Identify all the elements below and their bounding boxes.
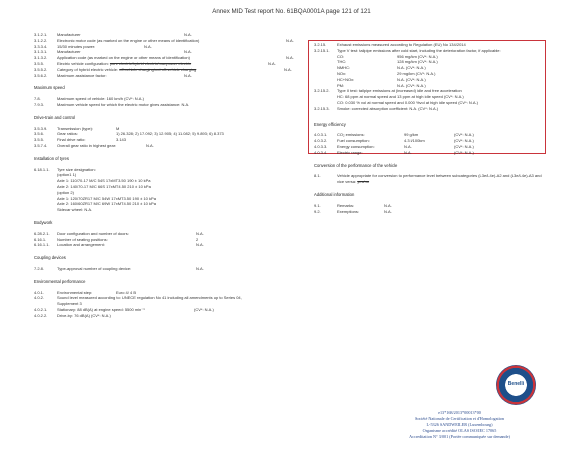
spec-row: 3.1.2.1. Manufacturer N.A. xyxy=(34,32,192,37)
right-column xyxy=(314,42,554,214)
spec-row: CO: 0.030 % vol at normal speed and 0.000 %vol at high idle speed (CV*: N.A.) xyxy=(337,99,478,105)
spec-row: 6.18.1.1. Tyre size designation: xyxy=(34,166,96,172)
spec-row: 4.0.3.4. Electric range: N.A. (CV*: N.A.) xyxy=(314,149,474,155)
stamp-line: L-5326 SANDWEILER (Luxembourg) xyxy=(426,422,493,427)
section-title-additional: Additional information xyxy=(314,191,355,197)
spec-row: 3.5.3.9. Transmission (type): M xyxy=(34,125,120,131)
spec-row: 6.16.1.1. Location and arrangement: N.A. xyxy=(34,242,204,248)
tyre-line: (option1 1) xyxy=(57,172,77,178)
spec-row: 6.16.1. Number of seating positions: 2 xyxy=(34,236,199,242)
emission-row: HC+NOx: N.A. (CV*: N.A.) xyxy=(337,76,426,82)
spec-row: 4.0.3.3. Energy consumption: N.A. (CV*: N.A.) xyxy=(314,143,474,149)
emission-row: PM: N.A. (CV*: N.A.) xyxy=(337,82,426,88)
tyre-list xyxy=(34,172,296,213)
tyre-line: Axle 1: 110/70-17 M/C 54S 17xMT3.50 190 ± 10 kPa xyxy=(57,178,151,184)
spec-row: 4.0.1. Environmental step: Euro 4/ 4 B xyxy=(34,289,137,295)
spec-row: 9.1. Remarks: N.A. xyxy=(314,202,392,208)
spec-row: 4.0.2.2. Drive-by: 76 dB(A) (CV*: N.A.) xyxy=(34,312,111,318)
spec-row: 3.2.15.1. Type V test: tailpipe emissions after cold start, including the deterioration factor, if applicable: xyxy=(314,47,501,53)
section-title-bodywork: Bodywork xyxy=(34,219,53,225)
spec-row: 4.0.3.2. Fuel consumption: 4.3 l/100km (CV*: N.A.) xyxy=(314,138,474,144)
spec-row: Supplement 3 xyxy=(57,301,82,307)
section-title-coupling: Coupling devices xyxy=(34,255,66,261)
spec-row: 3.2.15. Exhaust emissions measured according to Regulation (EU) No 134/2014 xyxy=(314,42,466,47)
stamp-line: Société Nationale de Certification et d'Homologation xyxy=(414,416,504,421)
tyre-line: Axle 1: 120/70ZR17 M/C 54W 17xMT3.50 190 ± 10 kPa xyxy=(57,195,156,201)
section-title-environmental: Environmental performance xyxy=(34,278,86,284)
spec-row: 7.9.3. Maximum vehicle speed for which the electric motor gives assistance: N.A. xyxy=(34,101,190,107)
spec-row: 3.1.2.2. Electronic motor code (as marked on the engine or other means of identification) N.A. xyxy=(34,37,294,43)
spec-row: 3.5.5. Final drive ratio: 3.143 xyxy=(34,137,127,143)
spec-row: 3.5.5. Electric vehicle configuration: pure electric/hybrid electric/manpower electric N.A. xyxy=(34,60,276,66)
section-title-tyres: Installation of tyres xyxy=(34,155,69,161)
stamp-line: Accreditation N° 3/001 (Portée communiquée sur demande) xyxy=(409,434,510,439)
benelli-logo: Benelli xyxy=(496,365,536,405)
spec-row: 3.5.5.2. Category of hybrid electric vehicle: off-vehicle charging/not off-vehicle charging N.A. xyxy=(34,66,292,72)
report-header: Annex MID Test report No. 61BQA0001A page 121 of 121 xyxy=(212,8,371,15)
spec-row: 6.28.2.1. Door configuration and number of doors: N.A. xyxy=(34,230,204,236)
spec-row: 7.2.8. Type-approval number of coupling device: N.A. xyxy=(34,265,204,271)
spec-row: 3.5.6.2. Maximum assistance factor: N.A. xyxy=(34,72,192,78)
emission-row: CO: 956 mg/km (CV*: N.A.) xyxy=(337,53,438,59)
emission-row: NMHC: N.A. (CV*: N.A.) xyxy=(337,65,426,71)
spec-row: 8.1. Vehicle appropriate for conversion to performance level between subcategories (L3e/L4e)-A2 and (L3e/L4e)-A3 and vice versa: yes/no xyxy=(314,173,542,185)
spec-row: 3.2.15.2. Type II test: tailpipe emissions at (increased) idle and free acceleration xyxy=(314,88,462,94)
engine-section xyxy=(34,32,296,78)
spec-row: 3.1.3.2. Application code (as marked on the engine or other means of identification) N.A. xyxy=(34,55,294,61)
section-title-drive: Drive-train and control xyxy=(34,114,76,120)
stamp-line: e13*168/2013*00013*00 xyxy=(438,410,481,415)
spec-row: 7.8. Maximum speed of vehicle: 160 km/h (CV*: N.A.) xyxy=(34,96,144,102)
spec-row: 3.5.6. Gear ratios: 1) 26.328; 2) 17.092; 3) 12.905; 4) 11.082; 5) 9.893; 6) 8.373 xyxy=(34,131,224,137)
spec-row: 4.0.2. Sound level measured according to: UNECE regulation No 41 including all amendments up to Series 04, xyxy=(34,295,242,301)
spec-row: 4.0.3.1. CO₂ emissions: 99 g/km (CV*: N.A.) xyxy=(314,132,474,138)
left-column xyxy=(34,32,296,318)
section-title-conversion: Conversion of the performance of the vehicle xyxy=(314,162,398,168)
spec-row: 4.0.2.1. Stationary: 88 dB(A) at engine speed: 5500 min⁻¹ (CV*: N.A.) xyxy=(34,306,214,312)
section-title-energy: Energy efficiency xyxy=(314,121,346,127)
spec-row: HC: 68 ppm at normal speed and 13 ppm at high idle speed (CV*: N.A.) xyxy=(337,94,464,100)
tyre-line: Sidecar wheel: N.A. xyxy=(57,207,93,213)
emission-row: NOx: 29 mg/km (CV*: N.A.) xyxy=(337,70,436,76)
emission-row: THC: 128 mg/km (CV*: N.A.) xyxy=(337,59,438,65)
spec-row: 3.3.3.4. 15/30 minutes power: N.A. xyxy=(34,43,152,49)
tyre-line: Axle 2: 160/60ZR17 M/C 69W 17xMT4.50 210 ± 10 kPa xyxy=(57,201,156,207)
spec-row: 9.2. Exemptions: N.A. xyxy=(314,208,392,214)
tyre-line: (option 2) xyxy=(57,189,74,195)
emissions-list xyxy=(314,54,554,89)
section-title-max-speed: Maximum speed xyxy=(34,85,65,91)
tyre-line: Axle 2: 140/70-17 M/C 66S 17xMT4.50 210 ± 10 kPa xyxy=(57,183,151,189)
spec-row: 3.2.15.3. Smoke: corrected absorption coefficient: N.A. (CV*: N.A.) xyxy=(314,105,439,111)
spec-row: 3.5.7.4. Overall gear ratio in highest gear: N.A. xyxy=(34,142,154,148)
spec-row: 3.1.3.1. Manufacturer N.A. xyxy=(34,49,192,55)
certification-stamp xyxy=(372,410,547,440)
stamp-line: Organisme accrédité OLAS ISO/IEC 17065 xyxy=(422,428,497,433)
